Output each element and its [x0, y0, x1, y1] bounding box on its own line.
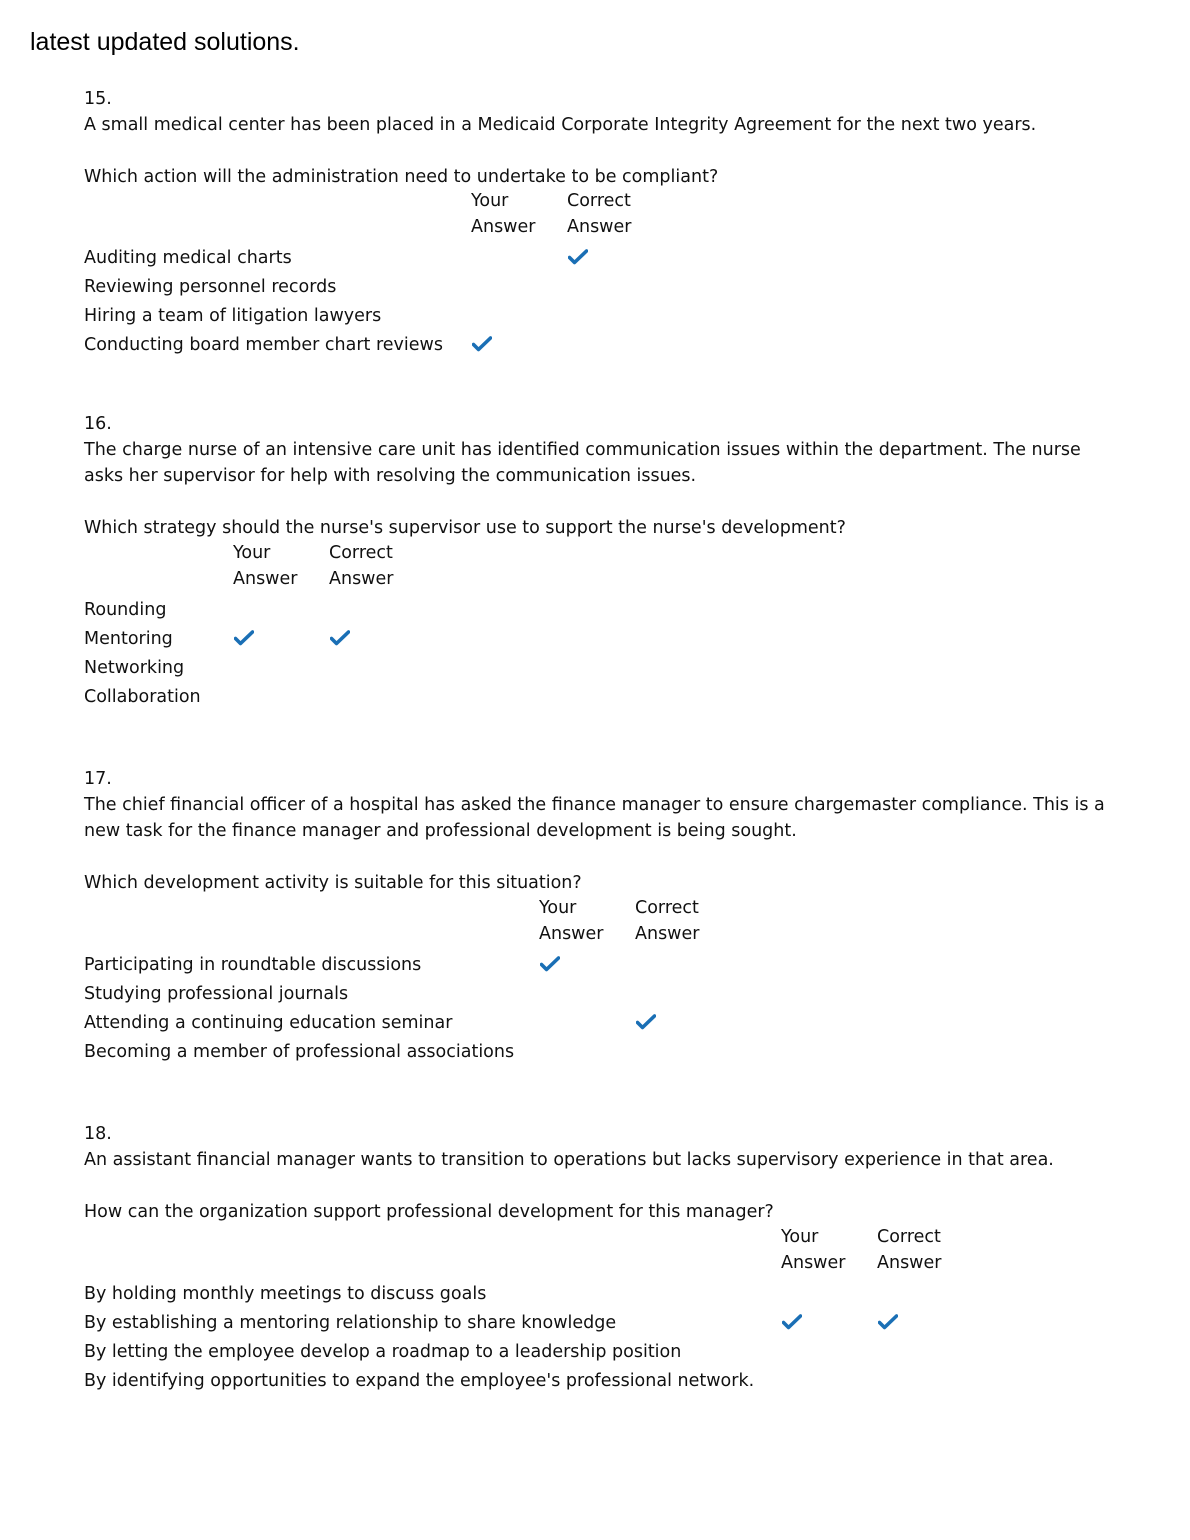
question-block — [84, 1121, 1114, 1391]
answer-option: Conducting board member chart reviews — [84, 335, 443, 355]
correct-answer-header-line2: Answer — [329, 569, 394, 589]
checkmark-icon — [782, 1314, 804, 1332]
your-answer-header-line1: Your — [471, 191, 509, 211]
your-answer-header-line1: Your — [539, 898, 577, 918]
correct-answer-header-line2: Answer — [877, 1253, 942, 1273]
question-block — [84, 766, 1114, 1062]
answer-option: Attending a continuing education seminar — [84, 1013, 453, 1033]
correct-answer-header-line2: Answer — [635, 924, 700, 944]
correct-answer-header-line1: Correct — [635, 898, 699, 918]
correct-answer-header-line1: Correct — [877, 1227, 941, 1247]
answer-option: Rounding — [84, 600, 167, 620]
question-prompt: Which strategy should the nurse's supervisor use to support the nurse's development? — [84, 518, 846, 538]
your-answer-header-line2: Answer — [471, 217, 536, 237]
checkmark-icon — [540, 956, 562, 974]
question-number: 17. — [84, 769, 112, 789]
answer-option: Hiring a team of litigation lawyers — [84, 306, 382, 326]
correct-answer-header — [877, 1224, 941, 1276]
answer-option: By letting the employee develop a roadmap to a leadership position — [84, 1342, 682, 1362]
correct-answer-header-line1: Correct — [567, 191, 631, 211]
your-answer-header — [471, 188, 535, 240]
your-answer-header-line1: Your — [233, 543, 271, 563]
checkmark-icon — [568, 249, 590, 267]
correct-answer-header — [635, 895, 699, 947]
your-answer-header-line2: Answer — [539, 924, 604, 944]
correct-answer-header — [567, 188, 631, 240]
your-answer-header — [233, 540, 297, 592]
answer-option: Participating in roundtable discussions — [84, 955, 422, 975]
answer-option: By establishing a mentoring relationship to share knowledge — [84, 1313, 617, 1333]
checkmark-icon — [878, 1314, 900, 1332]
correct-answer-header-line1: Correct — [329, 543, 393, 563]
checkmark-icon — [330, 630, 352, 648]
correct-answer-header — [329, 540, 393, 592]
answer-option: Becoming a member of professional associations — [84, 1042, 515, 1062]
question-prompt: How can the organization support professional development for this manager? — [84, 1202, 774, 1222]
question-block — [84, 86, 1114, 355]
answer-option: Studying professional journals — [84, 984, 349, 1004]
your-answer-header-line1: Your — [781, 1227, 819, 1247]
question-stem: A small medical center has been placed in a Medicaid Corporate Integrity Agreement for the next two years. — [84, 115, 1037, 135]
question-number: 15. — [84, 89, 112, 109]
correct-answer-header-line2: Answer — [567, 217, 632, 237]
answer-option: Reviewing personnel records — [84, 277, 337, 297]
question-prompt: Which action will the administration need to undertake to be compliant? — [84, 167, 719, 187]
checkmark-icon — [472, 336, 494, 354]
question-prompt: Which development activity is suitable for this situation? — [84, 873, 582, 893]
your-answer-header-line2: Answer — [781, 1253, 846, 1273]
page-header: latest updated solutions. — [30, 28, 300, 56]
checkmark-icon — [234, 630, 256, 648]
question-stem: The chief financial officer of a hospital has asked the finance manager to ensure chargemaster compliance. This is a new task for the finance manager and professional development is being sought. — [84, 795, 1105, 841]
answer-option: Networking — [84, 658, 185, 678]
answer-option: Collaboration — [84, 687, 201, 707]
answer-option: Mentoring — [84, 629, 173, 649]
answer-option: By identifying opportunities to expand the employee's professional network. — [84, 1371, 755, 1391]
your-answer-header — [539, 895, 603, 947]
answer-option: By holding monthly meetings to discuss goals — [84, 1284, 487, 1304]
answer-option: Auditing medical charts — [84, 248, 292, 268]
your-answer-header — [781, 1224, 845, 1276]
question-stem: An assistant financial manager wants to transition to operations but lacks supervisory experience in that area. — [84, 1150, 1054, 1170]
question-number: 18. — [84, 1124, 112, 1144]
checkmark-icon — [636, 1014, 658, 1032]
question-block — [84, 411, 1114, 707]
your-answer-header-line2: Answer — [233, 569, 298, 589]
question-stem: The charge nurse of an intensive care unit has identified communication issues within the department. The nurse asks her supervisor for help with resolving the communication issues. — [84, 440, 1081, 486]
question-number: 16. — [84, 414, 112, 434]
